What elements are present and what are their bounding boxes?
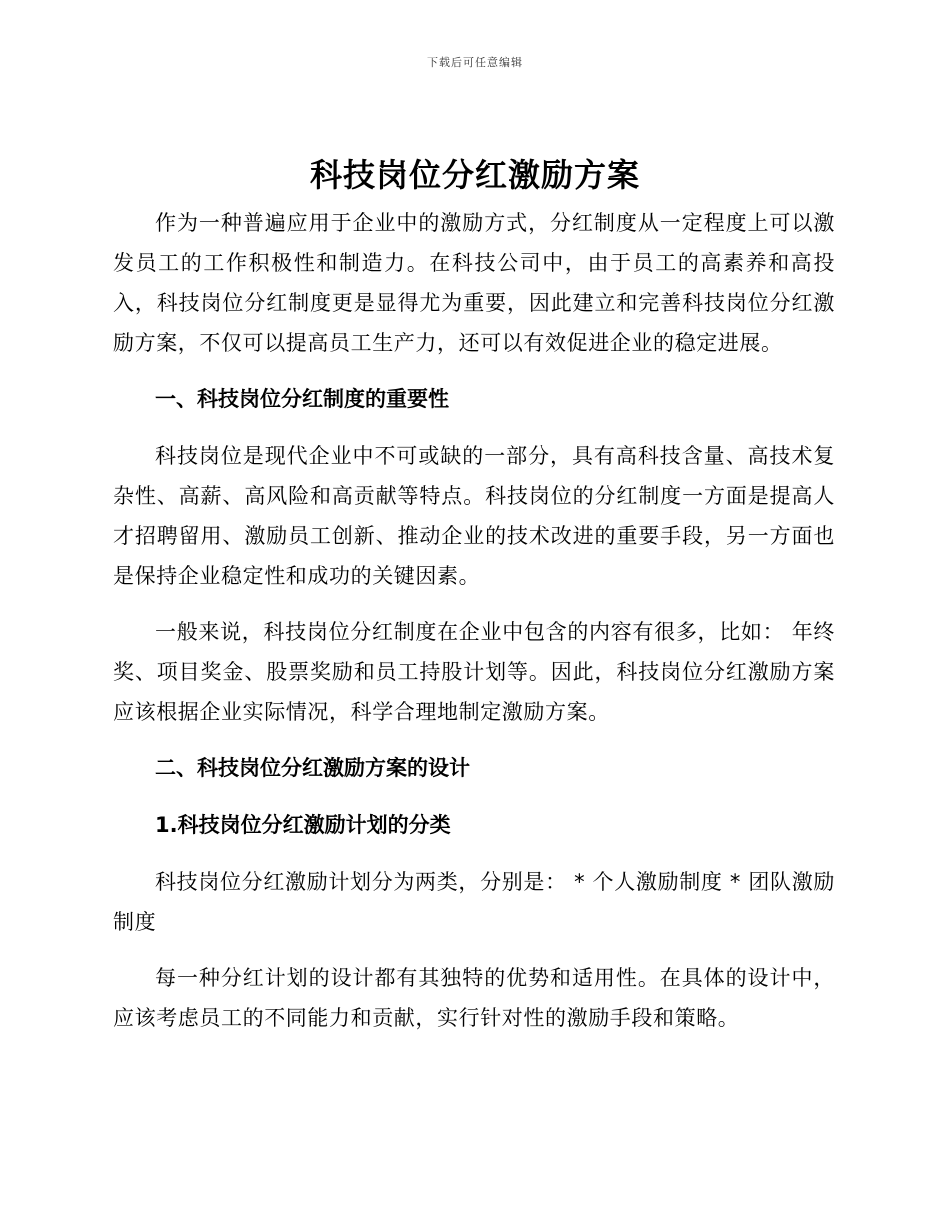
importance-paragraph: 科技岗位是现代企业中不可或缺的一部分，具有高科技含量、高技术复杂性、高薪、高风险和高贡献等特点。科技岗位的分红制度一方面是提高人才招聘留用、激励员工创新、推动企业的技术改进的重要手段，另一方面也是保持企业稳定性和成功的关键因素。 [113,444,835,588]
document-body [113,203,835,1054]
subsection-heading-classification: 1.科技岗位分红激励计划的分类 [155,813,451,837]
document-title: 科技岗位分红激励方案 [309,156,640,194]
header-note: 下载后可任意编辑 [427,56,523,69]
intro-paragraph: 作为一种普遍应用于企业中的激励方式，分红制度从一定程度上可以激发员工的工作积极性和制造力。在科技公司中，由于员工的高素养和高投入，科技岗位分红制度更是显得尤为重要，因此建立和完善科技岗位分红激励方案，不仅可以提高员工生产力，还可以有效促进企业的稳定进展。 [113,211,835,355]
classification-paragraph: 科技岗位分红激励计划分为两类，分别是： * 个人激励制度 * 团队激励制度 [113,870,835,934]
section-heading-importance: 一、科技岗位分红制度的重要性 [155,387,449,411]
design-paragraph: 每一种分红计划的设计都有其独特的优势和适用性。在具体的设计中，应该考虑员工的不同能力和贡献，实行针对性的激励手段和策略。 [113,966,835,1030]
content-paragraph: 一般来说，科技岗位分红制度在企业中包含的内容有很多，比如： 年终奖、项目奖金、股票奖励和员工持股计划等。因此，科技岗位分红激励方案应该根据企业实际情况，科学合理地制定激励方案。 [113,620,835,724]
section-heading-design: 二、科技岗位分红激励方案的设计 [155,756,470,780]
